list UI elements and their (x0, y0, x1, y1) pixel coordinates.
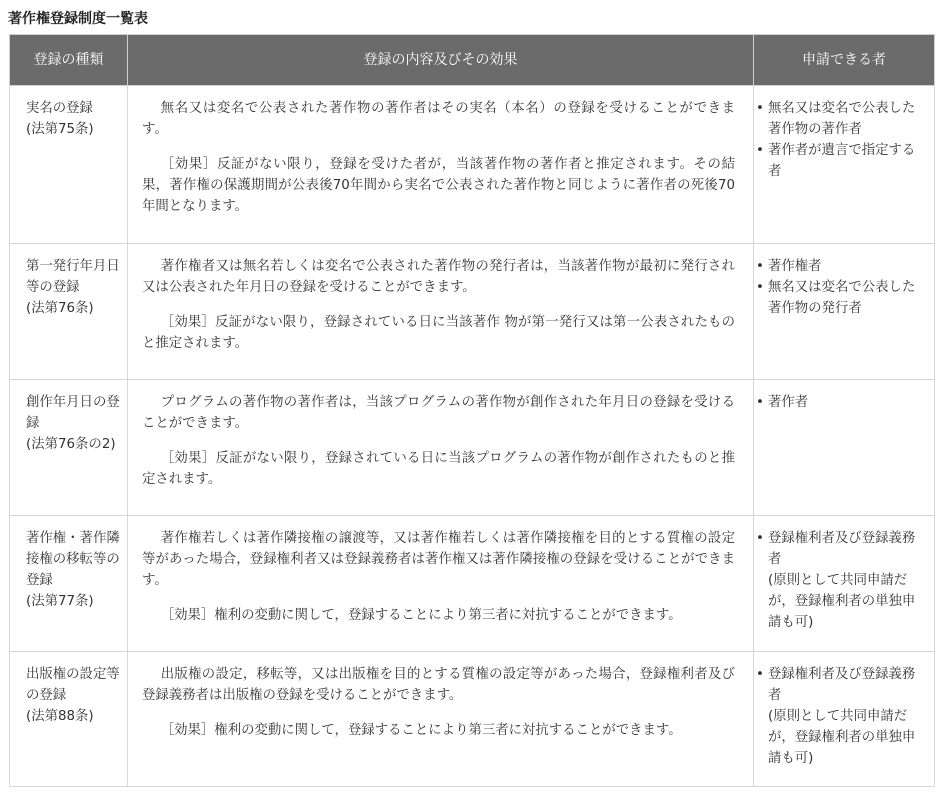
type-name: 第一発行年月日等の登録 (26, 259, 120, 295)
applicant-item (754, 98, 928, 140)
effect-text: ［効果］権利の変動に関して，登録することにより第三者に対抗することができます。 (160, 723, 682, 738)
type-cell (10, 86, 128, 244)
article-ref: (法第76条) (26, 301, 94, 316)
type-cell (10, 652, 128, 787)
applicant-text: 著作権者 (768, 259, 822, 274)
content-text: 出版権の設定，移転等，又は出版権を目的とする質権の設定等があった場合，登録権利者及び登録義務者は出版権の登録を受けることができます。 (142, 667, 735, 703)
header-type: 登録の種類 (10, 35, 128, 86)
applicant-list (754, 664, 928, 706)
applicant-cell (754, 652, 935, 787)
applicant-list (754, 528, 928, 570)
content-cell (128, 516, 754, 652)
table-row (10, 86, 935, 244)
table-row (10, 652, 935, 787)
type-cell (10, 244, 128, 380)
applicant-cell (754, 380, 935, 516)
bullet-icon: • (756, 280, 764, 295)
applicant-item (754, 256, 928, 277)
applicant-list (754, 98, 928, 182)
applicant-item (754, 277, 928, 319)
type-cell (10, 380, 128, 516)
header-applicant: 申請できる者 (754, 35, 935, 86)
article-ref: (法第88条) (26, 709, 94, 724)
content-text: 著作権若しくは著作隣接権の譲渡等，又は著作権若しくは著作隣接権を目的とする質権の設定等があった場合，登録権利者又は登録義務者は著作権又は著作隣接権の登録を受けることができます。 (142, 531, 735, 588)
applicant-cell (754, 244, 935, 380)
applicant-list (754, 392, 928, 413)
applicant-item (754, 140, 928, 182)
article-ref: (法第75条) (26, 122, 94, 137)
content-cell (128, 86, 754, 244)
applicant-item (754, 664, 928, 706)
table-header-row (10, 35, 935, 86)
content-text: 無名又は変名で公表された著作物の著作者はその実名（本名）の登録を受けることができます。 (142, 101, 735, 137)
applicant-text: 著作者 (768, 395, 809, 410)
bullet-icon: • (756, 101, 764, 116)
effect-text: ［効果］反証がない限り，登録されている日に当該プログラムの著作物が創作されたものと推定されます。 (142, 451, 735, 487)
applicant-cell (754, 516, 935, 652)
bullet-icon: • (756, 395, 764, 410)
content-text: 著作権者又は無名若しくは変名で公表された著作物の発行者は，当該著作物が最初に発行され又は公表された年月日の登録を受けることができます。 (142, 259, 735, 295)
applicant-text: 登録権利者及び登録義務者 (768, 667, 916, 703)
article-ref: (法第76条の2) (26, 437, 116, 452)
content-cell (128, 380, 754, 516)
bullet-icon: • (756, 531, 764, 546)
applicant-text: 無名又は変名で公表した著作物の著作者 (768, 101, 916, 137)
content-cell (128, 244, 754, 380)
applicant-text: 登録権利者及び登録義務者 (768, 531, 916, 567)
applicant-text: 著作者が遺言で指定する者 (768, 143, 916, 179)
article-ref: (法第77条) (26, 594, 94, 609)
bullet-icon: • (756, 667, 764, 682)
bullet-icon: • (756, 259, 764, 274)
applicant-text: 無名又は変名で公表した著作物の発行者 (768, 280, 916, 316)
registration-table (9, 34, 935, 787)
type-name: 著作権・著作隣接権の移転等の登録 (26, 531, 120, 588)
bullet-icon: • (756, 143, 764, 158)
table-row (10, 244, 935, 380)
type-name: 実名の登録 (26, 101, 93, 116)
type-cell (10, 516, 128, 652)
effect-text: ［効果］反証がない限り，登録を受けた者が，当該著作物の著作者と推定されます。その結果，著作権の保護期間が公表後70年間から実名で公表された著作物と同じように著作者の死後70年間となります。 (142, 157, 735, 214)
table-row (10, 516, 935, 652)
content-cell (128, 652, 754, 787)
applicant-note: (原則として共同申請だが，登録権利者の単独申請も可) (768, 573, 916, 630)
header-content: 登録の内容及びその効果 (128, 35, 754, 86)
type-name: 出版権の設定等の登録 (26, 667, 120, 703)
table-row (10, 380, 935, 516)
effect-text: ［効果］権利の変動に関して，登録することにより第三者に対抗することができます。 (160, 608, 682, 623)
applicant-item (754, 392, 928, 413)
page-title: 著作権登録制度一覧表 (8, 11, 148, 27)
content-text: プログラムの著作物の著作者は，当該プログラムの著作物が創作された年月日の登録を受けることができます。 (142, 395, 735, 431)
effect-text: ［効果］反証がない限り，登録されている日に当該著作 物が第一発行又は第一公表されたものと推定されます。 (142, 315, 735, 351)
applicant-note: (原則として共同申請だが，登録権利者の単独申請も可) (768, 709, 916, 766)
applicant-cell (754, 86, 935, 244)
applicant-list (754, 256, 928, 319)
applicant-item (754, 528, 928, 570)
type-name: 創作年月日の登録 (26, 395, 120, 431)
